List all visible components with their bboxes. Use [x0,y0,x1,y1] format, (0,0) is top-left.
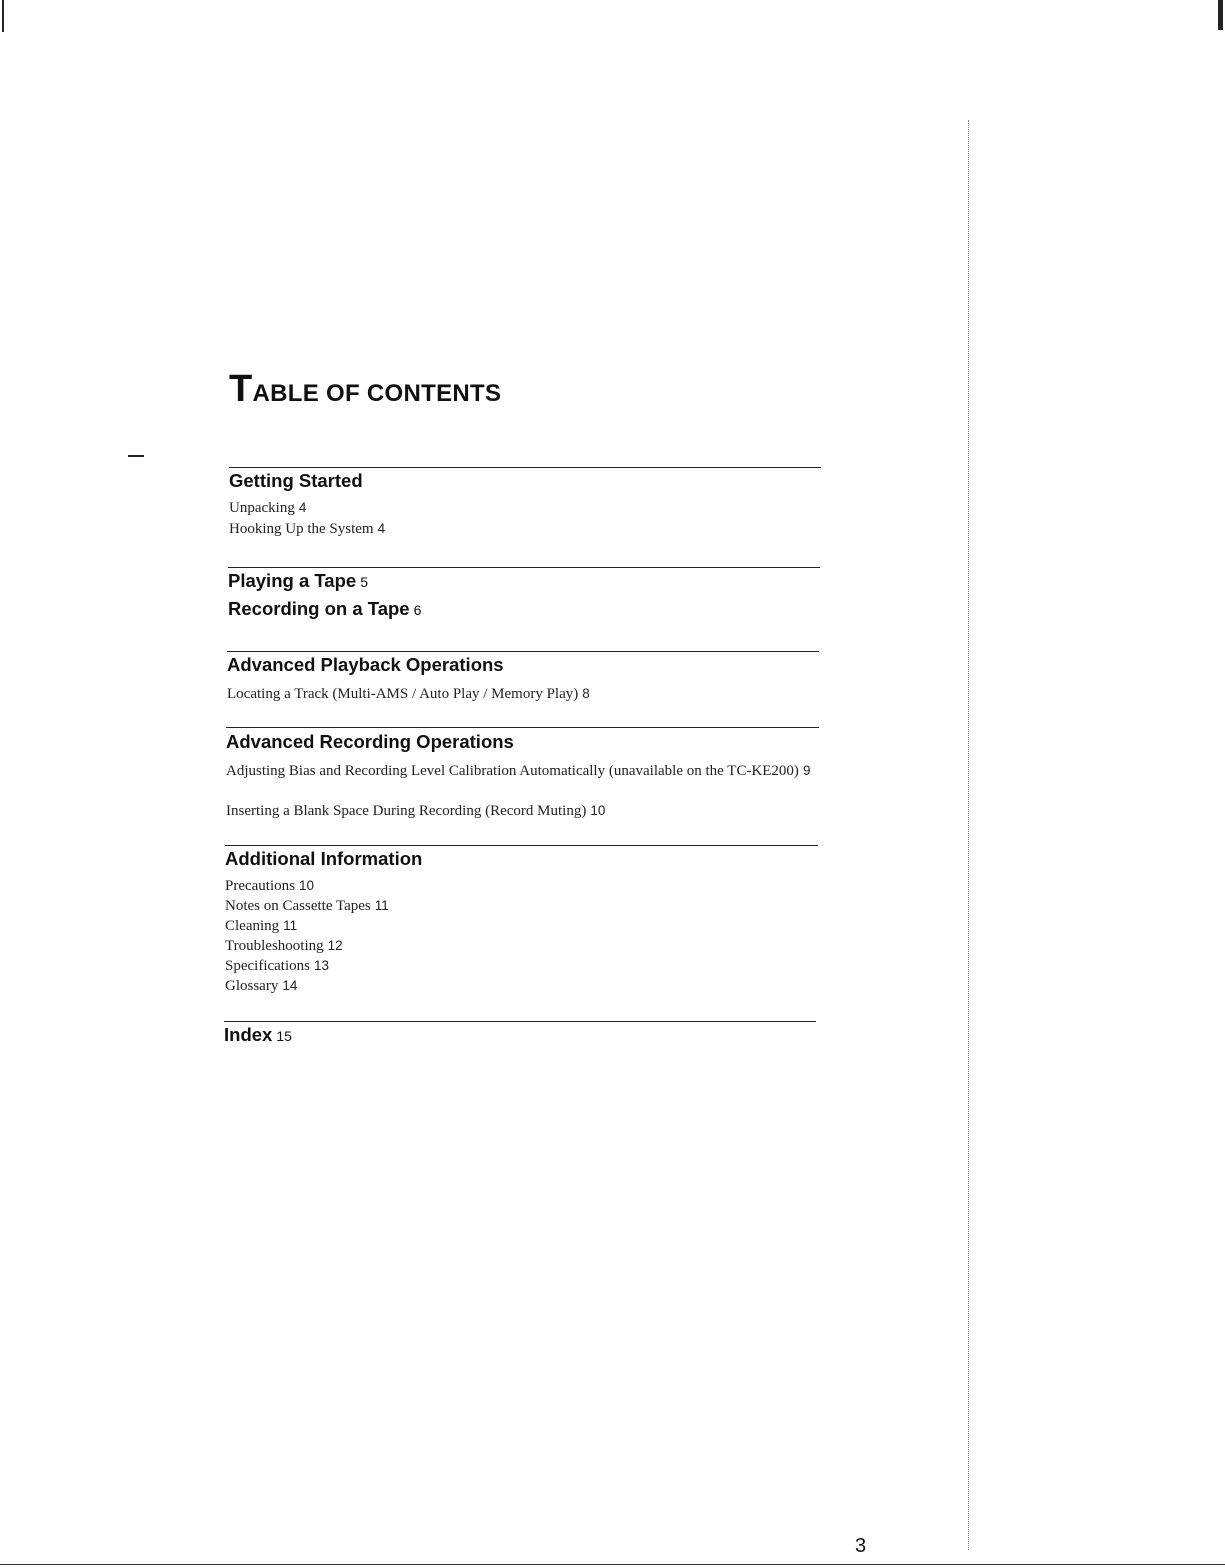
toc-entry-label: Cleaning [225,918,280,934]
section-heading-advanced-recording: Advanced Recording Operations [226,731,514,752]
toc-entry-page: 13 [313,958,330,973]
toc-entry-page: 10 [590,803,606,818]
heading-page: 6 [413,602,422,618]
heading-label: Recording on a Tape [228,598,410,619]
toc-entry-troubleshooting[interactable] [225,936,343,956]
toc-entry-adjusting-bias[interactable] [226,761,826,781]
title-first-letter: T [229,368,253,410]
toc-entry-locating-a-track[interactable] [227,684,590,704]
toc-entry-page: 14 [282,978,298,993]
toc-entry-label: Troubleshooting [225,938,324,954]
section-heading-index[interactable] [224,1024,292,1047]
page-number: 3 [855,1535,867,1557]
toc-entry-label: Hooking Up the System [229,521,374,537]
toc-entry-notes-on-cassette-tapes[interactable] [225,896,389,916]
page-title [229,370,501,408]
scan-mark-left [2,0,4,32]
scan-bottom-edge [0,1564,1225,1565]
toc-entry-page: 9 [802,763,811,778]
title-rest: ABLE OF CONTENTS [252,380,502,407]
toc-entry-label: Glossary [225,978,279,994]
toc-entry-page: 11 [283,918,298,933]
section-rule [229,467,821,468]
scan-mark-dash [128,455,144,457]
toc-entry-page: 11 [374,898,389,913]
toc-entry-label: Unpacking [229,500,295,516]
toc-entry-label: Notes on Cassette Tapes [225,898,371,914]
section-heading-advanced-playback: Advanced Playback Operations [227,654,504,675]
heading-label: Playing a Tape [228,570,357,591]
toc-entry-glossary[interactable] [225,976,297,996]
heading-label: Index [224,1024,273,1045]
toc-entry-inserting-blank-space[interactable] [226,801,605,821]
toc-entry-page: 8 [582,686,590,701]
section-heading-getting-started: Getting Started [229,470,363,491]
toc-entry-label: Precautions [225,878,295,894]
toc-entry-label: Locating a Track (Multi-AMS / Auto Play / Memory Play) [227,686,579,702]
toc-entry-label: Specifications [225,958,310,974]
section-heading-recording-on-a-tape[interactable] [228,598,421,621]
toc-entry-page: 4 [298,500,307,515]
toc-entry-page: 4 [377,521,386,536]
toc-entry-page: 10 [298,878,315,893]
section-heading-additional-information: Additional Information [225,848,423,869]
toc-entry-specifications[interactable] [225,956,329,976]
toc-entry-hooking-up[interactable] [229,519,385,539]
section-rule [224,1021,816,1022]
section-rule [227,651,819,652]
toc-entry-label: Adjusting Bias and Recording Level Calibration Automatically (unavailable on the TC-KE200) [226,763,799,779]
toc-entry-cleaning[interactable] [225,916,297,936]
section-rule [226,727,819,728]
toc-entry-precautions[interactable] [225,876,314,896]
heading-page: 15 [276,1028,292,1044]
section-rule [228,567,820,568]
scan-dotted-edge [968,120,969,1550]
section-rule [225,845,818,846]
toc-entry-unpacking[interactable] [229,498,306,518]
heading-page: 5 [360,574,368,590]
section-heading-playing-a-tape[interactable] [228,570,368,593]
scan-mark-right [1218,0,1223,30]
toc-entry-label: Inserting a Blank Space During Recording (Record Muting) [226,803,587,819]
toc-entry-page: 12 [327,938,343,953]
